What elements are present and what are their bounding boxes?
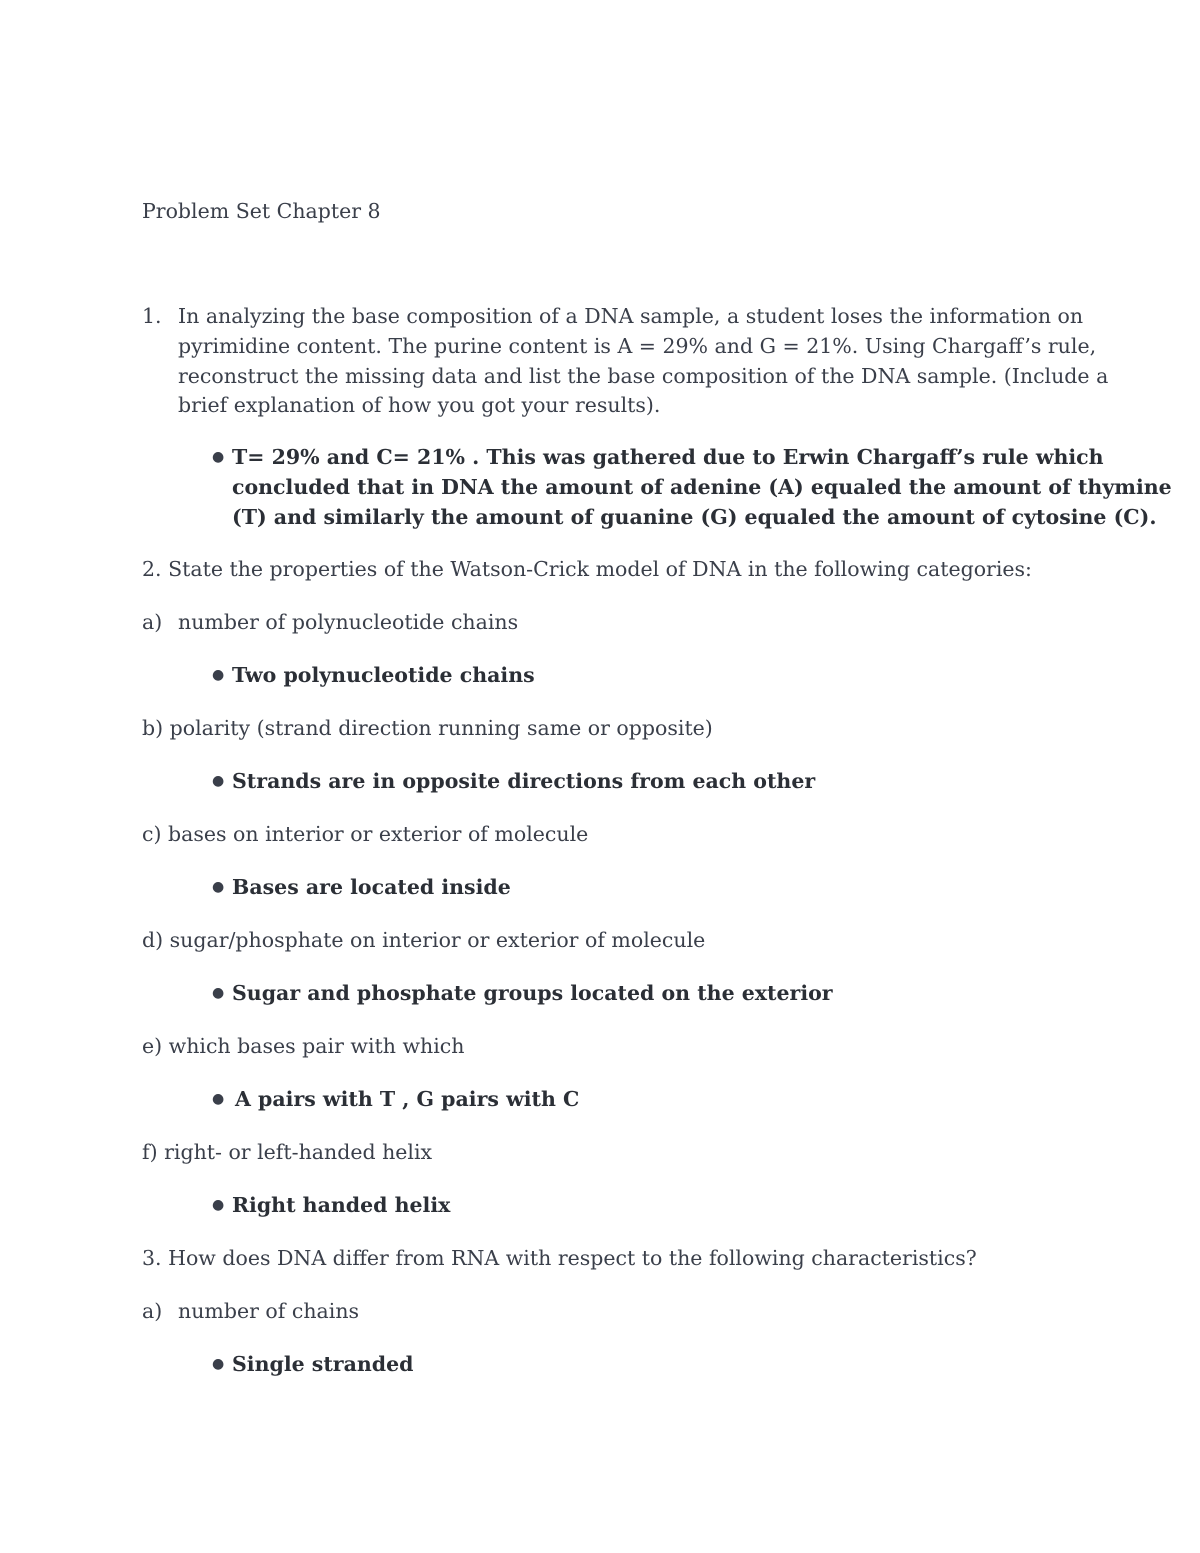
bullet-icon: ● [212,879,225,895]
bullet-icon: ● [212,773,225,789]
bullet-icon: ● [212,1197,225,1213]
bullet-icon: ● [212,667,225,683]
bullet-icon: ● [212,1356,225,1372]
bullet-icon: ● [212,449,225,465]
bullet-icon: ● [212,1091,225,1107]
bullet-icon: ● [212,985,225,1001]
q1-number: 1. [142,304,162,328]
